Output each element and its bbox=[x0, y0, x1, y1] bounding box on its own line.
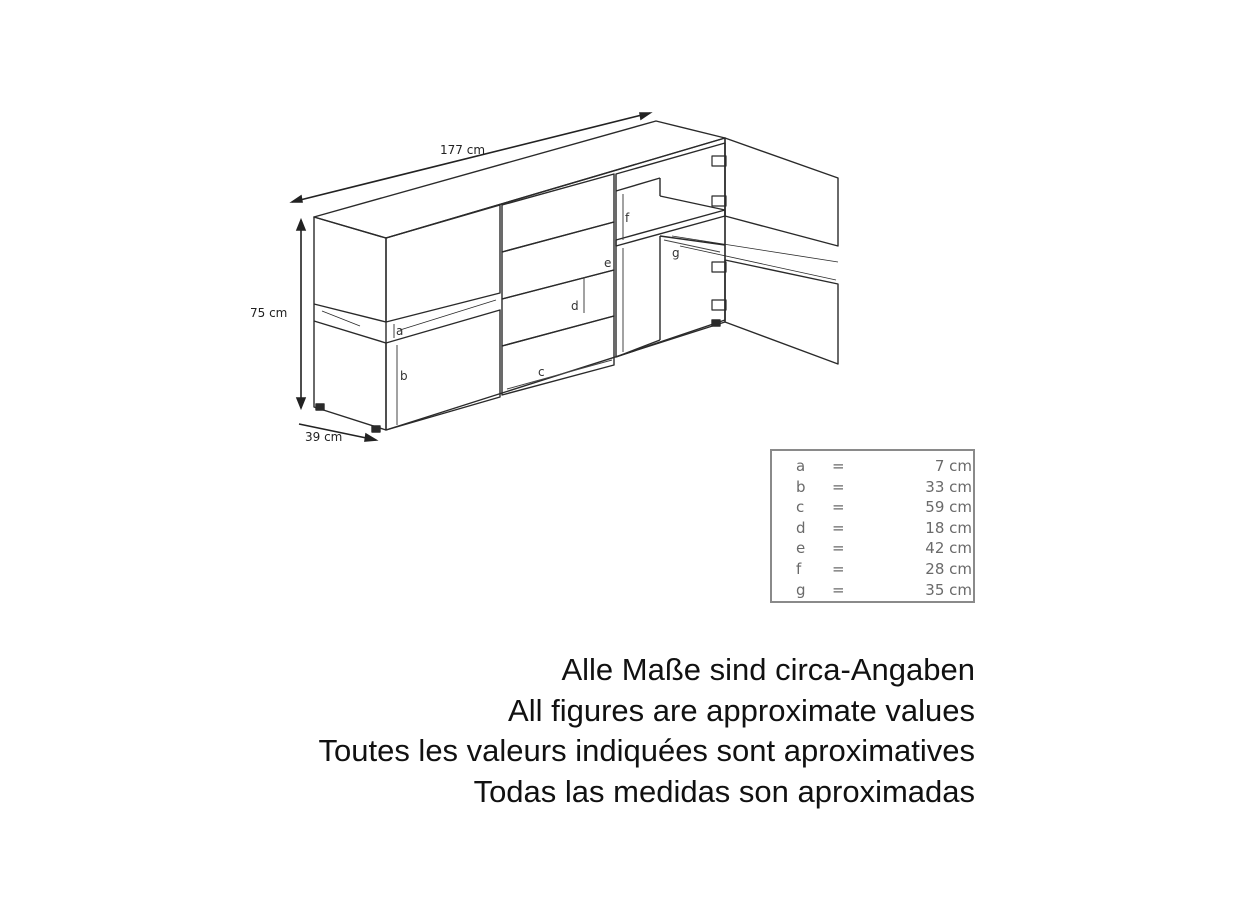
legend-value: 42 cm bbox=[925, 539, 972, 558]
legend-row bbox=[796, 518, 972, 539]
legend-equals: = bbox=[832, 457, 845, 475]
legend-row bbox=[796, 477, 972, 498]
legend-value: 18 cm bbox=[925, 518, 972, 537]
legend-equals: = bbox=[832, 580, 845, 599]
depth-label: 39 cm bbox=[305, 430, 343, 444]
open-door-lower bbox=[725, 260, 838, 364]
part-label-d: d bbox=[571, 299, 579, 313]
notice-french: Toutes les valeurs indiquées sont aproximatives bbox=[318, 733, 975, 768]
legend-equals: = bbox=[832, 498, 845, 517]
legend-row bbox=[796, 497, 972, 518]
legend-value: 28 cm bbox=[925, 559, 972, 578]
hinge-icons bbox=[712, 156, 726, 310]
legend-row bbox=[796, 456, 972, 477]
middle-drawer-3 bbox=[502, 270, 614, 346]
cabinet-left-side bbox=[314, 217, 386, 430]
right-shelf bbox=[616, 210, 725, 246]
part-label-a: a bbox=[396, 324, 404, 338]
part-label-f: f bbox=[625, 211, 630, 225]
height-label: 75 cm bbox=[250, 306, 288, 320]
legend-key: g bbox=[796, 580, 806, 599]
legend-key: c bbox=[796, 498, 805, 517]
legend-key: e bbox=[796, 539, 806, 558]
legend-value: 59 cm bbox=[925, 498, 972, 517]
approximate-values-notice bbox=[318, 650, 975, 812]
notice-spanish: Todas las medidas son aproximadas bbox=[473, 773, 975, 809]
legend-equals: = bbox=[832, 539, 845, 558]
legend-value: 7 cm bbox=[934, 457, 972, 475]
legend-row bbox=[796, 580, 972, 601]
legend-equals: = bbox=[832, 518, 845, 537]
legend-equals: = bbox=[832, 477, 845, 496]
legend-key: a bbox=[796, 457, 806, 475]
legend-row bbox=[796, 538, 972, 559]
part-label-c: c bbox=[538, 365, 545, 379]
notice-german: Alle Maße sind circa-Angaben bbox=[561, 652, 975, 687]
part-label-g: g bbox=[672, 246, 680, 260]
legend-key: d bbox=[796, 518, 806, 537]
cabinet-top bbox=[314, 121, 725, 238]
legend-value: 35 cm bbox=[925, 580, 972, 599]
legend-value: 33 cm bbox=[925, 477, 972, 496]
legend-equals: = bbox=[832, 559, 845, 578]
legend-key: f bbox=[796, 559, 802, 578]
middle-drawer-4 bbox=[502, 316, 614, 395]
legend-row bbox=[796, 559, 972, 580]
middle-drawer-1 bbox=[502, 174, 614, 252]
measurements-table bbox=[796, 456, 972, 600]
part-label-e: e bbox=[604, 256, 612, 270]
width-label: 177 cm bbox=[440, 143, 486, 157]
middle-drawer-2 bbox=[502, 222, 614, 299]
legend-key: b bbox=[796, 477, 806, 496]
measurements-legend bbox=[770, 449, 975, 603]
notice-english: All figures are approximate values bbox=[508, 692, 975, 728]
open-door-upper bbox=[725, 138, 838, 246]
part-label-b: b bbox=[400, 369, 408, 383]
